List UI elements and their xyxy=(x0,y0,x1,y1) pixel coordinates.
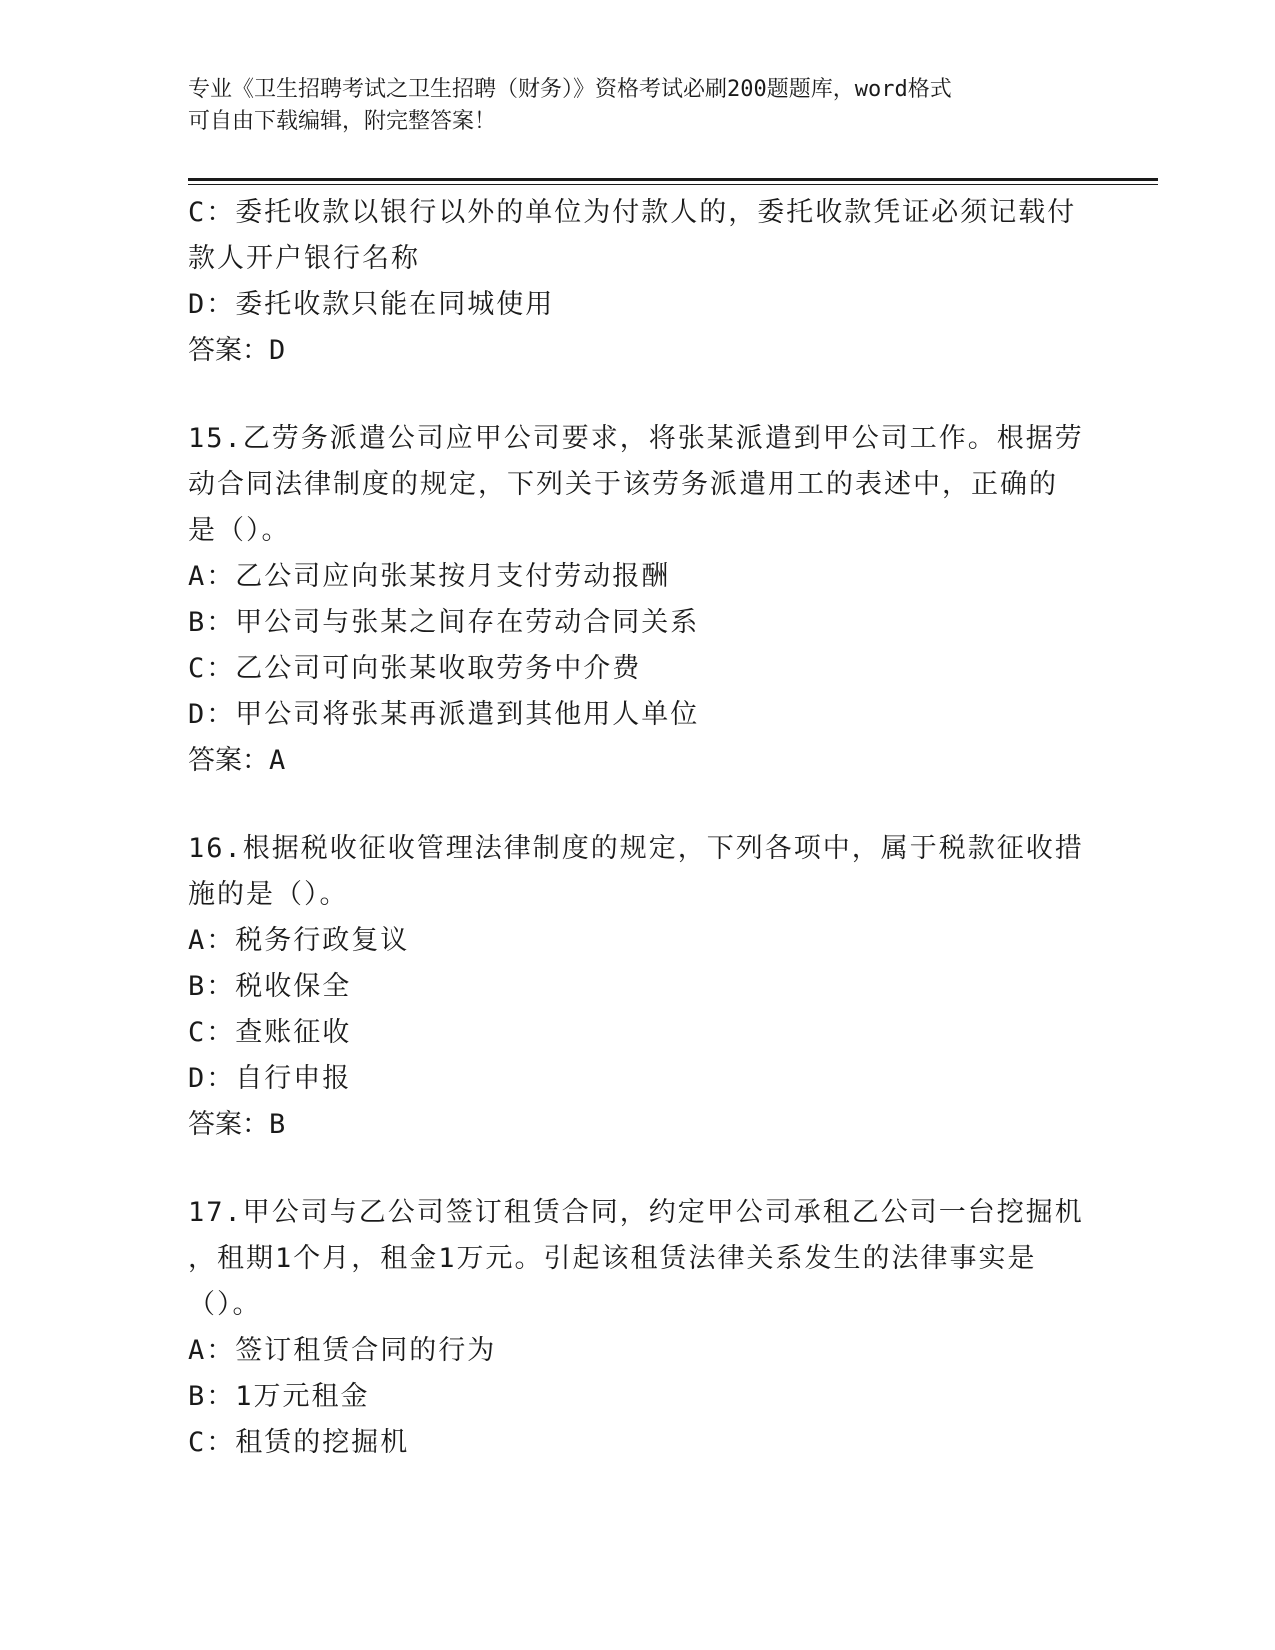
answer-line xyxy=(188,738,1078,784)
option-d: D：委托收款只能在同城使用 xyxy=(188,289,555,320)
header-divider-thick xyxy=(188,178,1158,181)
answer-value: B xyxy=(269,1109,286,1140)
answer-value: A xyxy=(269,745,286,776)
option-c: C：租赁的挖掘机 xyxy=(188,1427,410,1458)
option-d: D：自行申报 xyxy=(188,1063,352,1094)
question-stem: 17.甲公司与乙公司签订租赁合同，约定甲公司承租乙公司一台挖掘机 xyxy=(188,1197,1084,1228)
option-c: C：查账征收 xyxy=(188,1017,352,1048)
question-stem: 施的是（）。 xyxy=(188,879,349,910)
question-stem: （）。 xyxy=(188,1289,262,1320)
answer-label: 答案： xyxy=(188,1109,269,1140)
question-block-17 xyxy=(188,1190,1084,1466)
question-stem: ，租期1个月，租金1万元。引起该租赁法律关系发生的法律事实是 xyxy=(188,1243,1037,1274)
option-c: C：委托收款以银行以外的单位为付款人的，委托收款凭证必须记载付 xyxy=(188,197,1077,228)
question-stem: 动合同法律制度的规定，下列关于该劳务派遣用工的表述中，正确的 xyxy=(188,469,1058,500)
header-line: 可自由下载编辑，附完整答案！ xyxy=(188,109,497,134)
option-c-continued: 款人开户银行名称 xyxy=(188,243,420,274)
question-stem: 15.乙劳务派遣公司应甲公司要求，将张某派遣到甲公司工作。根据劳 xyxy=(188,423,1084,454)
question-stem: 16.根据税收征收管理法律制度的规定，下列各项中，属于税款征收措 xyxy=(188,833,1084,864)
option-a: A：税务行政复议 xyxy=(188,925,410,956)
question-stem: 是（）。 xyxy=(188,515,291,546)
question-block-14-continued xyxy=(188,190,1078,374)
option-a: A：乙公司应向张某按月支付劳动报酬 xyxy=(188,561,671,592)
answer-line xyxy=(188,328,1078,374)
answer-label: 答案： xyxy=(188,335,269,366)
header-divider-thin xyxy=(188,184,1158,185)
option-c: C：乙公司可向张某收取劳务中介费 xyxy=(188,653,642,684)
option-b: B：甲公司与张某之间存在劳动合同关系 xyxy=(188,607,700,638)
answer-value: D xyxy=(269,335,286,366)
question-block-15 xyxy=(188,416,1084,784)
document-header xyxy=(188,74,1068,138)
option-b: B：税收保全 xyxy=(188,971,352,1002)
question-block-16 xyxy=(188,826,1084,1148)
answer-line xyxy=(188,1102,1078,1148)
option-b: B：1万元租金 xyxy=(188,1381,370,1412)
header-line: 专业《卫生招聘考试之卫生招聘（财务）》资格考试必刷200题题库，word格式 xyxy=(188,77,952,102)
option-d: D：甲公司将张某再派遣到其他用人单位 xyxy=(188,699,700,730)
question-list xyxy=(188,190,1084,1466)
option-a: A：签订租赁合同的行为 xyxy=(188,1335,497,1366)
answer-label: 答案： xyxy=(188,745,269,776)
